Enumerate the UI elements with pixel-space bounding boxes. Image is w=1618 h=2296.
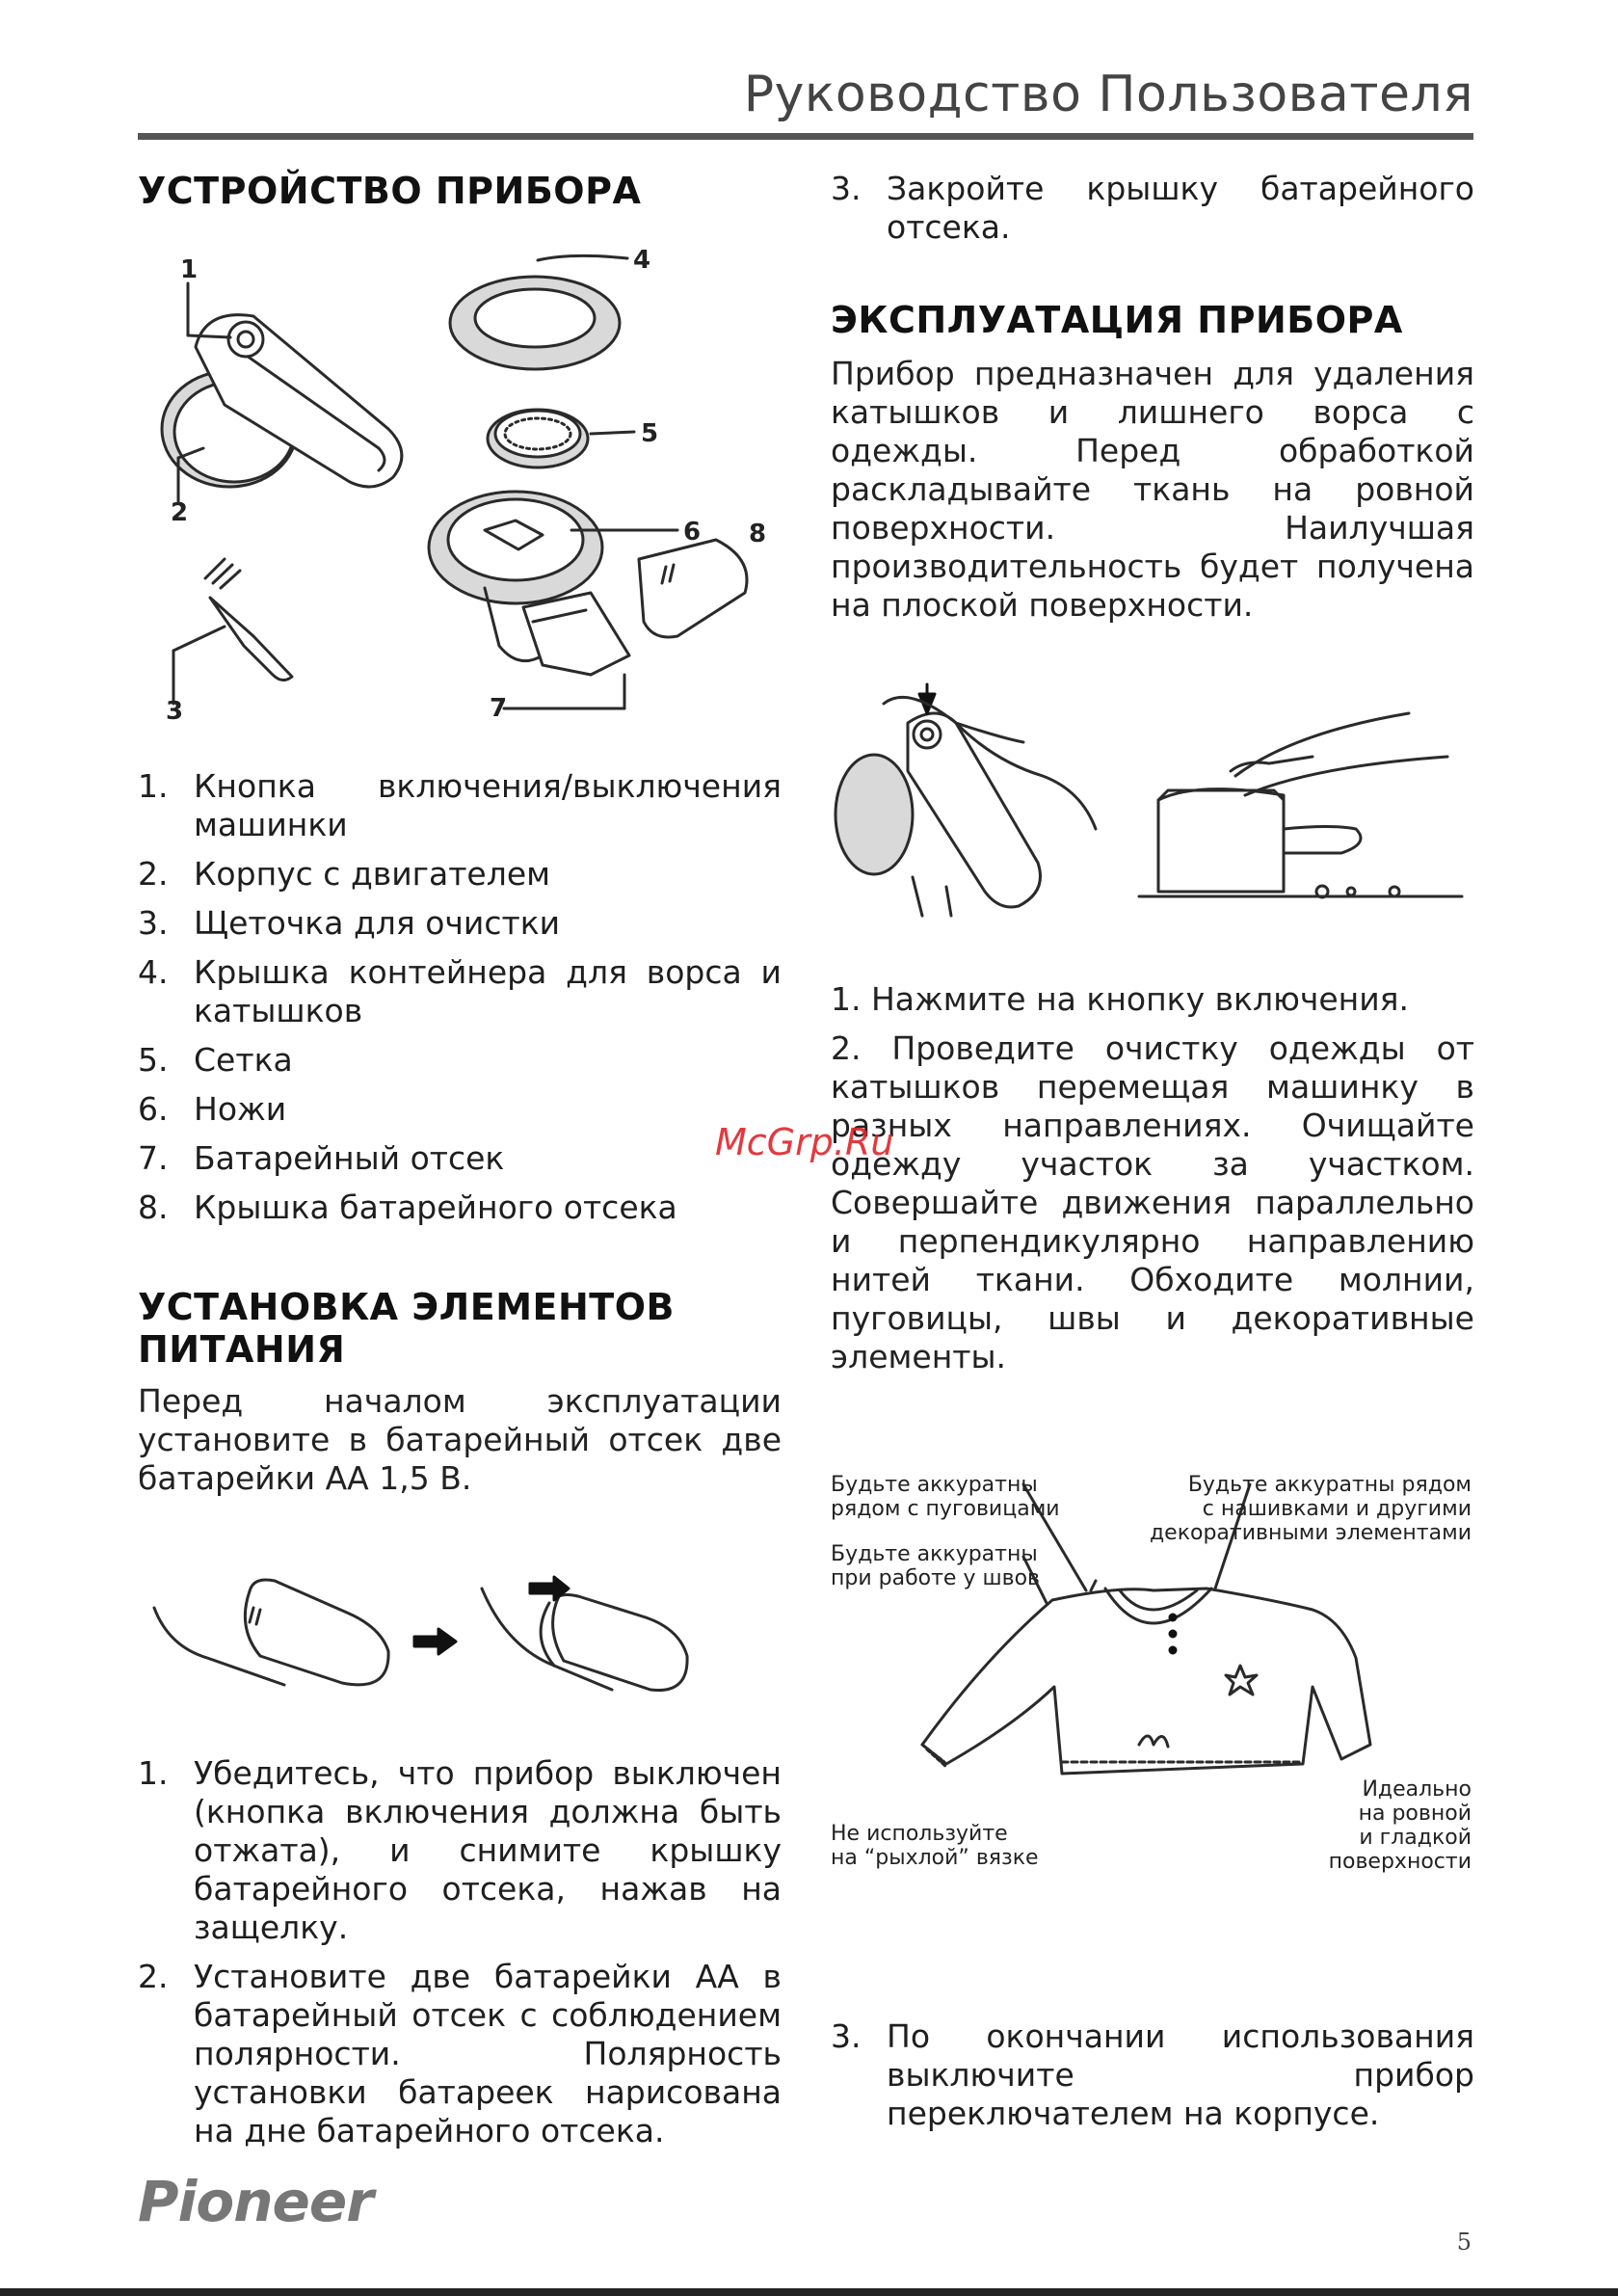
device-parts-illustration [138, 241, 774, 726]
callout-seams: Будьте аккуратны при работе у швов [831, 1542, 1040, 1590]
figure-label: 6 [683, 518, 702, 547]
callout-buttons: Будьте аккуратны рядом с пуговицами [831, 1473, 1060, 1521]
figure-label: 8 [749, 520, 767, 548]
page-number: 5 [1456, 2229, 1472, 2256]
battery-step-3 [831, 170, 1474, 257]
usage-step-2: 2. Проведите очистку одежды от катышков перемещая машинку в разных направлениях. Очищайте одежду участок за участком. Совершайте движения параллельно и перпендикулярно направлению нитей ткани. Обходите молнии, пуговицы, швы и декоративные элементы. [831, 1029, 1474, 1375]
battery-cover-illustration [149, 1569, 785, 1714]
page-header-title: Руководство Пользователя [743, 66, 1473, 123]
list-item: 7. Батарейный отсек [138, 1139, 505, 1177]
list-item: 6. Ножи [138, 1090, 287, 1128]
list-item: 8. Крышка батарейного отсека [138, 1188, 677, 1226]
parts-list [138, 767, 782, 1238]
bottom-bar [0, 2288, 1618, 2296]
figure-label: 4 [633, 246, 651, 275]
callout-flat-surface: Идеально на ровной и гладкой поверхности [1328, 1777, 1472, 1874]
battery-steps-list [138, 1754, 782, 2161]
list-item: 1. Кнопка включения/выключения машинки [138, 767, 782, 843]
callout-decor: Будьте аккуратны рядом с нашивками и другими декоративными элементами [1149, 1473, 1472, 1545]
brand-logo: Pioneer [138, 2169, 373, 2234]
watermark: McGrp.Ru [715, 1121, 894, 1163]
figure-label: 7 [490, 694, 508, 723]
usage-step-1: 1. Нажмите на кнопку включения. [831, 980, 1410, 1018]
list-item: 2. Корпус с двигателем [138, 855, 551, 893]
usage-intro: Прибор предназначен для удаления катышков и лишнего ворса с одежды. Перед обработкой раскладывайте ткань на ровной поверхности. Наилучшая производительность будет получена на плоской поверхности. [831, 355, 1474, 624]
callout-knit: Не используйте на “рыхлой” вязке [831, 1822, 1039, 1870]
list-item: 3. По окончании использования выключите прибор переключателем на корпусе. [831, 2017, 1474, 2132]
list-item: 2. Установите две батарейки АА в батарейный отсек с соблюдением полярности. Полярность установки батареек нарисована на дне батарейного отсека. [138, 1958, 782, 2149]
usage-heading: ЭКСПЛУАТАЦИЯ ПРИБОРА [831, 299, 1403, 341]
usage-illustration [831, 684, 1476, 916]
list-item: 3. Закройте крышку батарейного отсека. [831, 170, 1474, 246]
battery-intro: Перед началом эксплуатации установите в батарейный отсек две батарейки АА 1,5 В. [138, 1382, 782, 1497]
usage-step-3 [831, 2017, 1474, 2144]
device-heading: УСТРОЙСТВО ПРИБОРА [138, 170, 642, 212]
list-item: 5. Сетка [138, 1041, 293, 1079]
figure-label: 1 [180, 255, 199, 284]
figure-label: 2 [171, 498, 189, 527]
battery-heading: УСТАНОВКА ЭЛЕМЕНТОВ ПИТАНИЯ [138, 1286, 675, 1371]
list-item: 4. Крышка контейнера для ворса и катышков [138, 953, 782, 1029]
list-item: 1. Убедитесь, что прибор выключен (кнопка включения должна быть отжата), и снимите крышку батарейного отсека, нажав на защелку. [138, 1754, 782, 1946]
figure-label: 5 [641, 419, 659, 448]
figure-label: 3 [166, 697, 184, 726]
header-divider [138, 133, 1473, 140]
list-item: 3. Щеточка для очистки [138, 904, 561, 942]
